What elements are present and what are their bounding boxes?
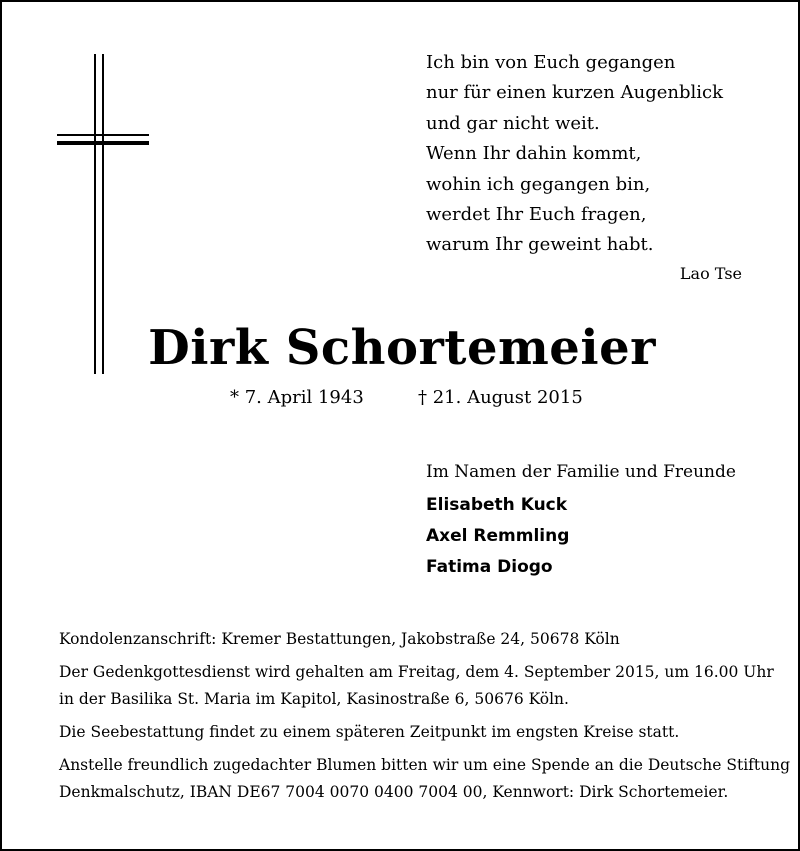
poem-line: warum Ihr geweint habt.	[426, 234, 654, 256]
donation-line: Denkmalschutz, IBAN DE67 7004 0070 0400 7004 00, Kennwort: Dirk Schortemeier.	[59, 783, 729, 801]
poem-line: nur für einen kurzen Augenblick	[426, 82, 723, 104]
family-member: Axel Remmling	[426, 526, 570, 546]
poem	[426, 48, 756, 261]
death-date: † 21. August 2015	[418, 387, 583, 408]
donation-line: Anstelle freundlich zugedachter Blumen bitten wir um eine Spende an die Deutsche Stiftung	[59, 756, 791, 774]
memorial-service-line: Der Gedenkgottesdienst wird gehalten am Freitag, dem 4. September 2015, um 16.00 Uhr	[59, 663, 774, 681]
family-member: Elisabeth Kuck	[426, 495, 568, 515]
poem-author: Lao Tse	[679, 264, 742, 283]
deceased-name: Dirk Schortemeier	[148, 320, 656, 376]
burial-notice: Die Seebestattung findet zu einem späteren Zeitpunkt im engsten Kreise statt.	[59, 723, 680, 741]
memorial-service	[59, 659, 774, 713]
poem-line: wohin ich gegangen bin,	[426, 173, 651, 195]
poem-line: Wenn Ihr dahin kommt,	[426, 143, 642, 165]
memorial-service-line: in der Basilika St. Maria im Kapitol, Kasinostraße 6, 50676 Köln.	[59, 690, 569, 708]
info-section	[59, 626, 791, 806]
family-signature	[426, 462, 736, 583]
poem-line: werdet Ihr Euch fragen,	[426, 204, 647, 226]
family-member: Fatima Diogo	[426, 557, 553, 577]
donation-request	[59, 752, 791, 806]
poem-line: und gar nicht weit.	[426, 112, 600, 134]
poem-line: Ich bin von Euch gegangen	[426, 52, 676, 73]
condolence-address: Kondolenzanschrift: Kremer Bestattungen, Jakobstraße 24, 50678 Köln	[59, 630, 620, 648]
birth-date: * 7. April 1943	[230, 387, 364, 408]
family-intro: Im Namen der Familie und Freunde	[426, 462, 736, 482]
